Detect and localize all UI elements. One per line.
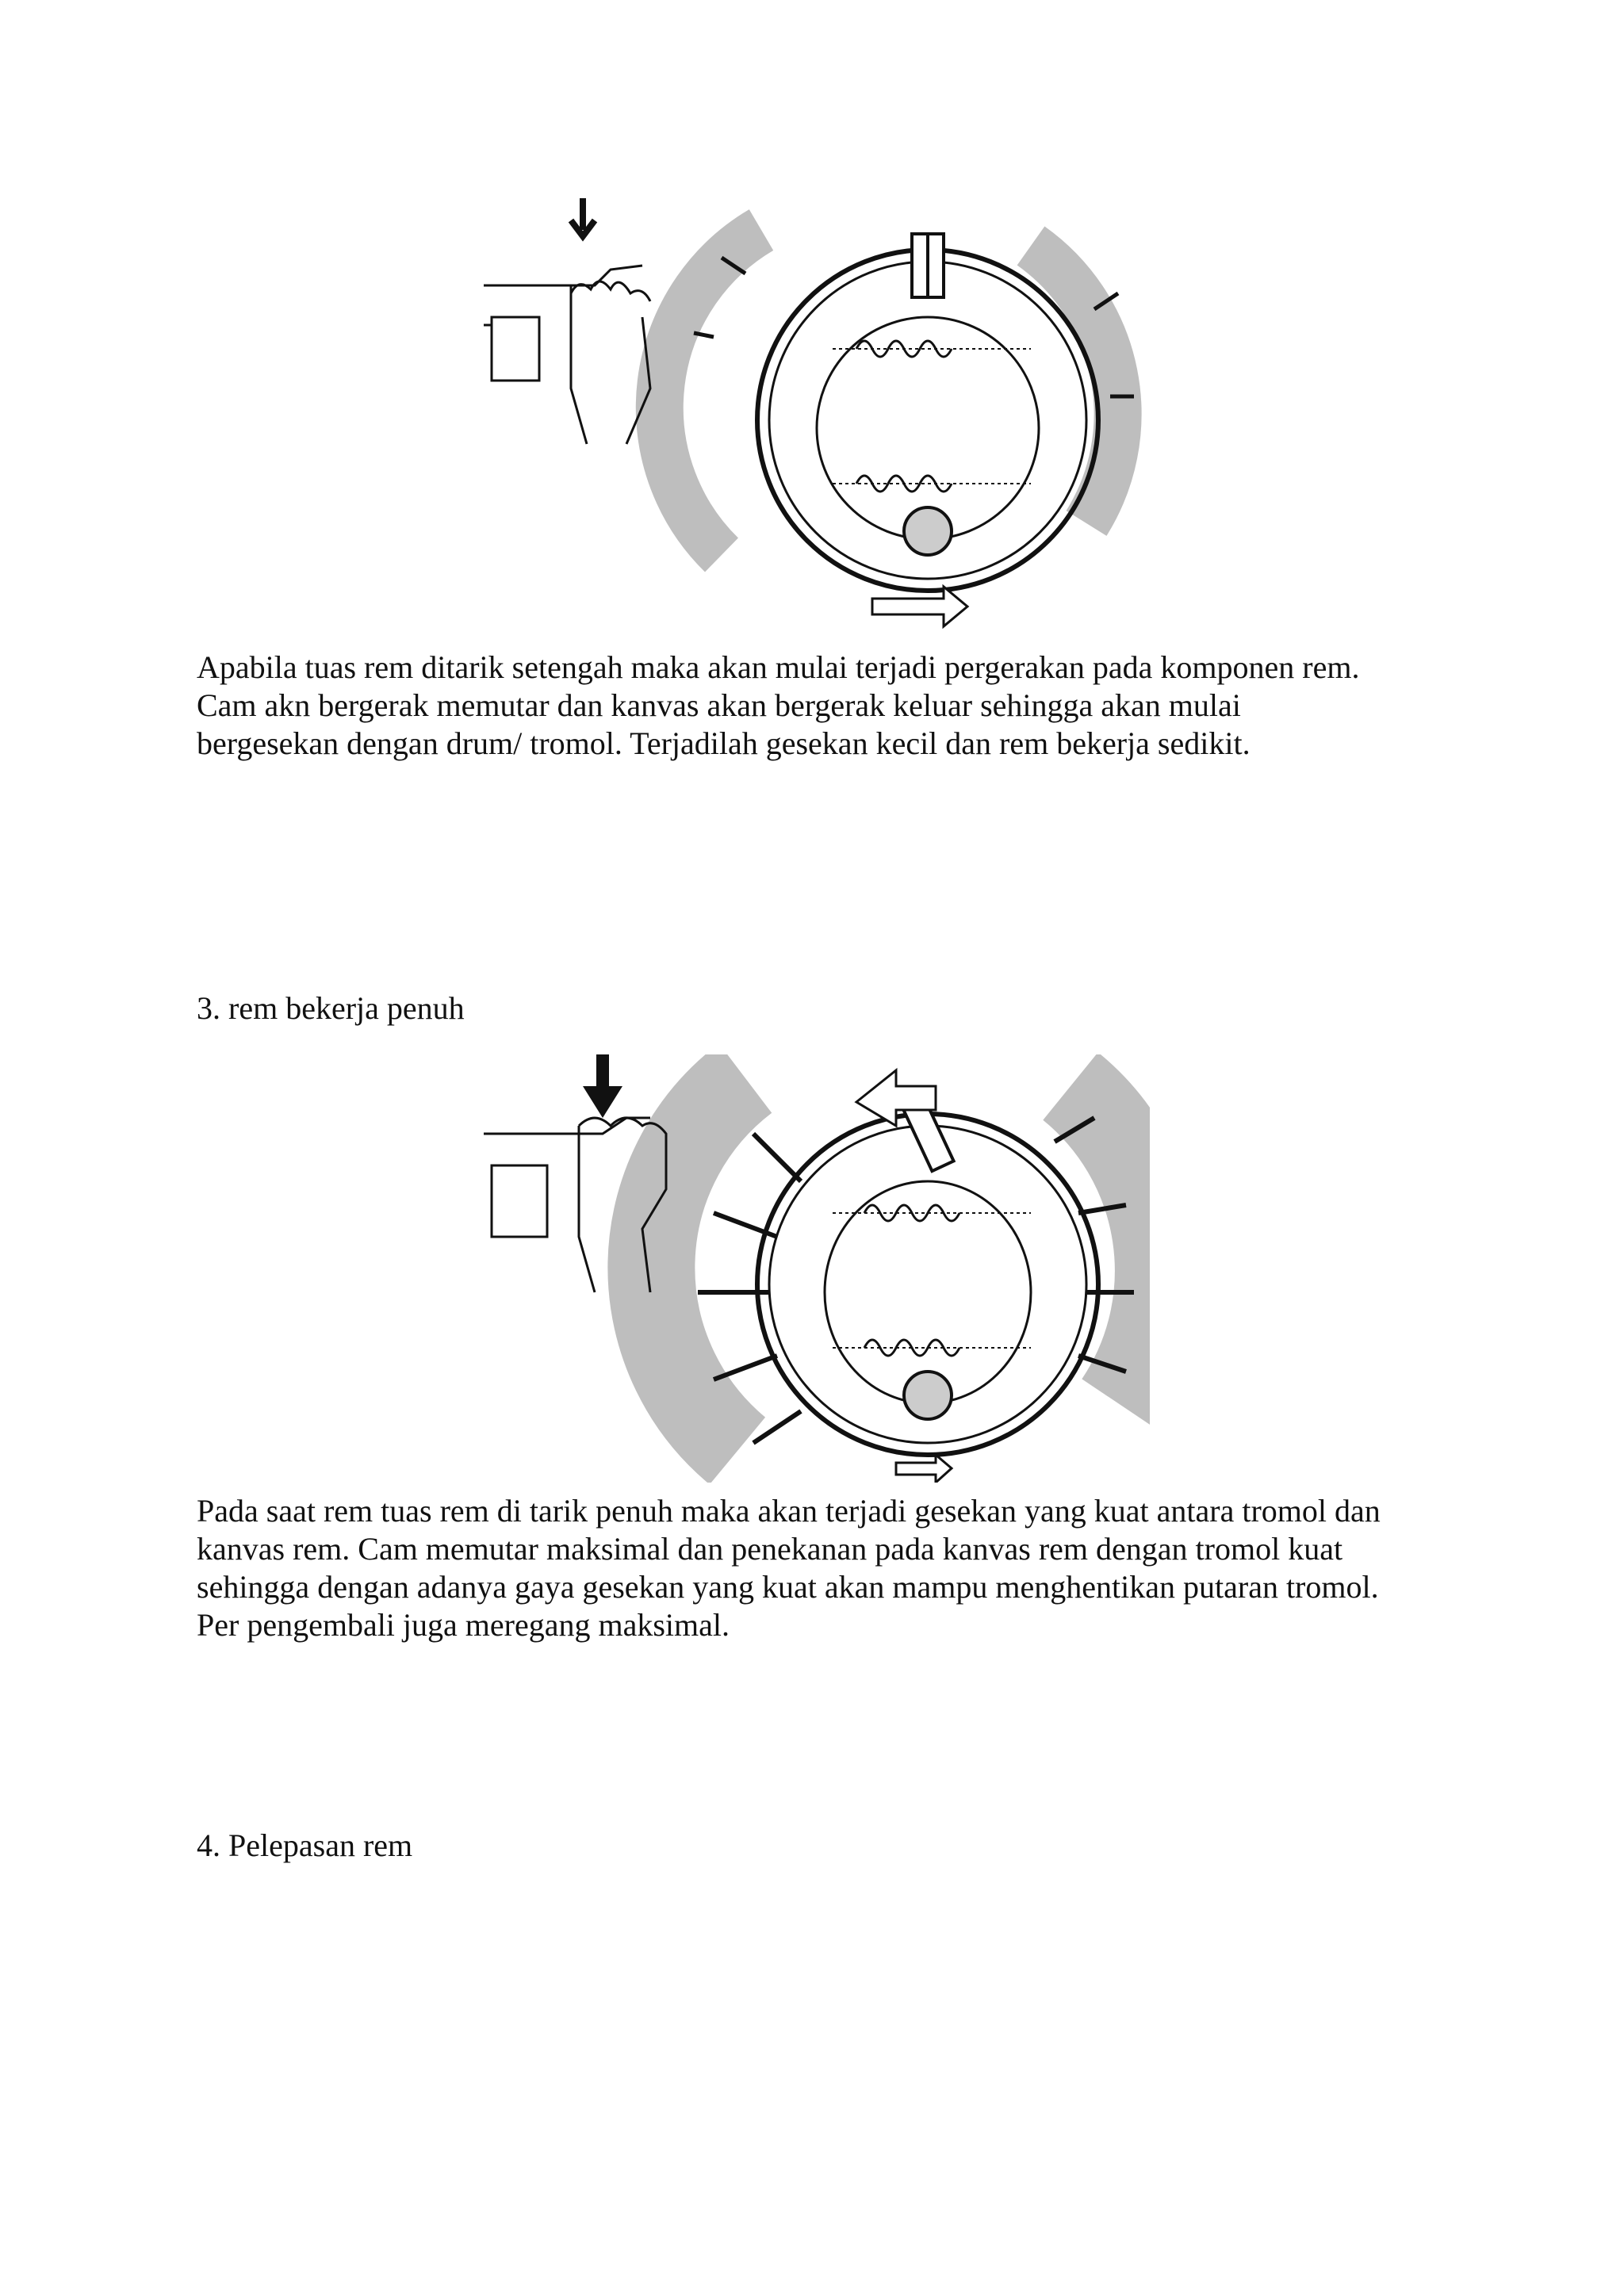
figure-brake-half-applied — [484, 190, 1150, 634]
section-heading-brake-release: 4. Pelepasan rem — [197, 1827, 413, 1863]
brake-diagram-full — [484, 1054, 1150, 1483]
paragraph-line: Per pengembali juga meregang maksimal. — [197, 1607, 730, 1643]
paragraph-line: bergesekan dengan drum/ tromol. Terjadilah gesekan kecil dan rem bekerja sedikit. — [197, 725, 1251, 761]
paragraph-line: Apabila tuas rem ditarik setengah maka akan mulai terjadi pergerakan pada komponen rem. — [197, 649, 1360, 685]
paragraph-line: Pada saat rem tuas rem di tarik penuh maka akan terjadi gesekan yang kuat antara tromol dan — [197, 1493, 1381, 1529]
section-heading-full-braking: 3. rem bekerja penuh — [197, 990, 465, 1026]
paragraph-line: kanvas rem. Cam memutar maksimal dan penekanan pada kanvas rem dengan tromol kuat — [197, 1531, 1343, 1567]
paragraph-line: sehingga dengan adanya gaya gesekan yang kuat akan mampu menghentikan putaran tromol. — [197, 1569, 1379, 1605]
paragraph-half-braking — [197, 649, 1465, 763]
brake-diagram-half — [484, 190, 1150, 634]
paragraph-full-braking — [197, 1492, 1465, 1644]
paragraph-line: Cam akn bergerak memutar dan kanvas akan bergerak keluar sehingga akan mulai — [197, 687, 1241, 723]
figure-brake-full-applied — [484, 1054, 1150, 1483]
